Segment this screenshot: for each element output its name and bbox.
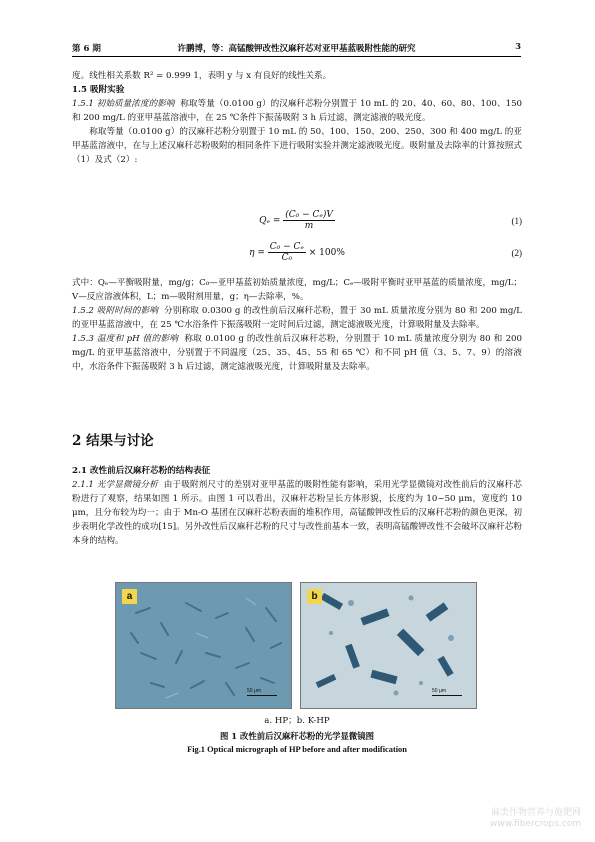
watermark-line2: www.fibercrops.com: [490, 819, 581, 829]
eq2-denominator: C₀: [281, 253, 293, 263]
paragraph-2-1-1: [72, 478, 522, 548]
equation-1: [72, 210, 522, 234]
paragraph-symbols: 式中：Qₑ—平衡吸附量，mg/g；C₀—亚甲基蓝初始质量浓度，mg/L；Cₑ—吸附平衡时亚甲基蓝的质量浓度，mg/L；V—反应溶液体积，L；m—吸附剂用量，g；η—去除率，%。: [72, 278, 522, 302]
paragraph-eq-intro: 称取等量（0.0100 g）的汉麻秆芯粉分别置于 10 mL 的 50、100、150、200、250、300 和 400 mg/L 的亚甲基蓝溶液中，在与上述汉麻秆芯粉吸附的相同条件下进行吸附实验并测定滤液吸光度。吸附量及去除率的计算按照式（1）及式（2）:: [72, 127, 522, 165]
watermark: [476, 808, 581, 830]
running-header: [72, 42, 521, 57]
text-1-5-2: 分别称取 0.0300 g 的改性前后汉麻秆芯粉，置于 30 mL 质量浓度分别为 80 和 200 mg/L 的亚甲基蓝溶液中，在 25 ℃水浴条件下振荡吸附一定时间后过滤，测定滤液吸光度，计算吸附量及去除率。: [72, 306, 522, 330]
heading-2-1-1: 2.1.1 光学显微镜分析: [72, 480, 158, 490]
paragraph-linear: 度。线性相关系数 R² = 0.999 1，表明 y 与 x 有良好的线性关系。: [72, 71, 332, 81]
eq2-rhs: × 100%: [308, 248, 345, 258]
heading-1-5-3: 1.5.3 温度和 pH 值的影响: [72, 334, 179, 344]
scale-bar-b: 50 μm: [432, 688, 462, 696]
eq1-numerator: (C₀ − Cₑ)V: [285, 210, 333, 220]
figure-sublabel: a. HP；b. K-HP: [264, 716, 330, 726]
text-1-5-3: 称取 0.0100 g 的改性前后汉麻秆芯粉，分别置于 10 mL 质量浓度分别为 80 和 200 mg/L 的亚甲基蓝溶液中，分别置于不同温度（25、35、45、55 和 65 ℃）和不同 pH 值（3、5、7、9）的溶液中，水浴条件下振荡吸附 3 h 后过滤，测定滤液吸光度，计算吸附量及去除率。: [72, 334, 522, 372]
eq2-lhs: η =: [249, 248, 265, 258]
issue-number: 第 6 期: [72, 44, 101, 54]
label-b: b: [307, 589, 322, 604]
watermark-line1: 麻类作物营养与施肥网: [490, 808, 581, 818]
heading-2-1: 2.1 改性前后汉麻秆芯粉的结构表征: [72, 466, 211, 476]
eq2-numerator: C₀ − Cₑ: [269, 242, 304, 252]
micrograph-a: [115, 582, 292, 709]
heading-2: 2 结果与讨论: [72, 433, 154, 449]
eq1-lhs: Qₑ =: [259, 216, 281, 226]
paragraph-1-5-2: [72, 304, 522, 332]
text-1-5-1: 称取等量（0.0100 g）的汉麻秆芯粉分别置于 10 mL 的 20、40、60、80、100、150 和 200 mg/L 的亚甲基蓝溶液中，在 25 ℃条件下振荡吸附 3 h 后过滤，测定滤液的吸光度。: [72, 99, 523, 123]
equation-2: [72, 242, 522, 266]
micrograph-b: [300, 582, 477, 709]
eq1-number: (1): [511, 216, 522, 226]
text-2-1-1: 由于吸附剂尺寸的差别对亚甲基蓝的吸附性能有影响，采用光学显微镜对改性前后的汉麻秆芯粉进行了观察，结果如图 1 所示。由图 1 可以看出，汉麻秆芯粉呈长方体形貌，长度约为 10~50 μm，宽度约 10 μm，且分布较为均一；由于 Mn-O 基团在汉麻秆芯粉表面的堆积作用，高锰酸钾改性后的汉麻秆芯粉的颜色更深，初步表明化学改性的成功[15]。另外改性后汉麻秆芯粉的尺寸与改性前基本一致，表明高锰酸钾改性不会破坏汉麻秆芯粉本身的结构。: [72, 480, 522, 546]
paragraph-1-5-1: [72, 97, 522, 125]
page-number: 3: [515, 42, 521, 52]
section-2: [72, 434, 522, 448]
section-1-5-bottom: [72, 276, 522, 374]
figure-caption-cn: 图 1 改性前后汉麻秆芯粉的光学显微镜图: [219, 731, 375, 741]
section-2-1: [72, 464, 522, 548]
heading-1-5-1: 1.5.1 初始质量浓度的影响: [72, 99, 175, 109]
section-1-5-top: [72, 69, 522, 167]
label-a: a: [122, 589, 137, 604]
eq1-denominator: m: [304, 221, 314, 231]
heading-1-5: 1.5 吸附实验: [72, 85, 125, 95]
eq2-number: (2): [511, 248, 522, 258]
running-title: 许鹏博，等：高锰酸钾改性汉麻秆芯对亚甲基蓝吸附性能的研究: [177, 44, 416, 54]
scale-bar-a: 50 μm: [247, 688, 277, 696]
figure-caption-en: Fig.1 Optical micrograph of HP before and after modification: [187, 745, 407, 754]
paragraph-1-5-3: [72, 332, 522, 374]
heading-1-5-2: 1.5.2 吸附时间的影响: [72, 306, 159, 316]
